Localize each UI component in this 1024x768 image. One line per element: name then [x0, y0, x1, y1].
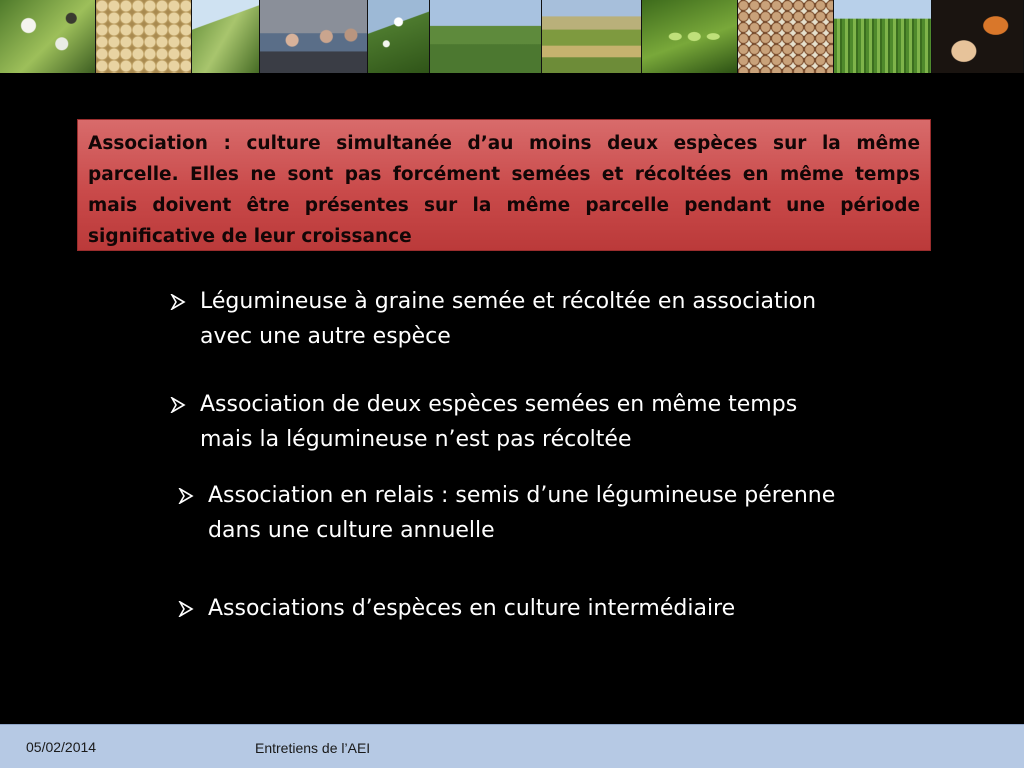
faba-bean-field-photo	[834, 0, 932, 73]
photo-banner	[0, 0, 1024, 73]
definition-box: Association : culture simultanée d’au moins deux espèces sur la même parcelle. Elles ne sont pas forcément semées et récoltées en même temps mais doivent être présentes sur la même parcelle pendant une période significative de leur croissance	[77, 119, 931, 251]
legume-plants-photo	[192, 0, 260, 73]
bullet-item	[178, 478, 878, 548]
beans-closeup-photo	[932, 0, 1024, 73]
bullet-text: Association en relais : semis d’une légumineuse pérenne dans une culture annuelle	[208, 483, 836, 543]
bullet-item	[170, 387, 850, 457]
bullet-item	[170, 284, 850, 354]
footer-date: 05/02/2014	[26, 739, 97, 755]
arrow-bullet-icon	[170, 387, 200, 422]
slide-footer	[0, 724, 1024, 768]
pea-pod-photo	[642, 0, 738, 73]
crop-field-photo	[430, 0, 542, 73]
bullet-text: Légumineuse à graine semée et récoltée en association avec une autre espèce	[200, 289, 817, 349]
agricultural-landscape-photo	[542, 0, 642, 73]
meeting-photo	[260, 0, 368, 73]
faba-bean-flowers-photo	[0, 0, 96, 73]
arrow-bullet-icon	[170, 284, 200, 319]
bullet-text: Associations d’espèces en culture intermédiaire	[208, 596, 736, 621]
bullet-text: Association de deux espèces semées en même temps mais la légumineuse n’est pas récoltée	[200, 392, 798, 452]
arrow-bullet-icon	[178, 478, 208, 513]
soybean-seeds-photo	[96, 0, 192, 73]
footer-event-name: Entretiens de l’AEI	[255, 740, 371, 756]
seed-collection-photo	[738, 0, 834, 73]
pea-flowers-photo	[368, 0, 430, 73]
bullet-item	[178, 591, 878, 626]
arrow-bullet-icon	[178, 591, 208, 626]
